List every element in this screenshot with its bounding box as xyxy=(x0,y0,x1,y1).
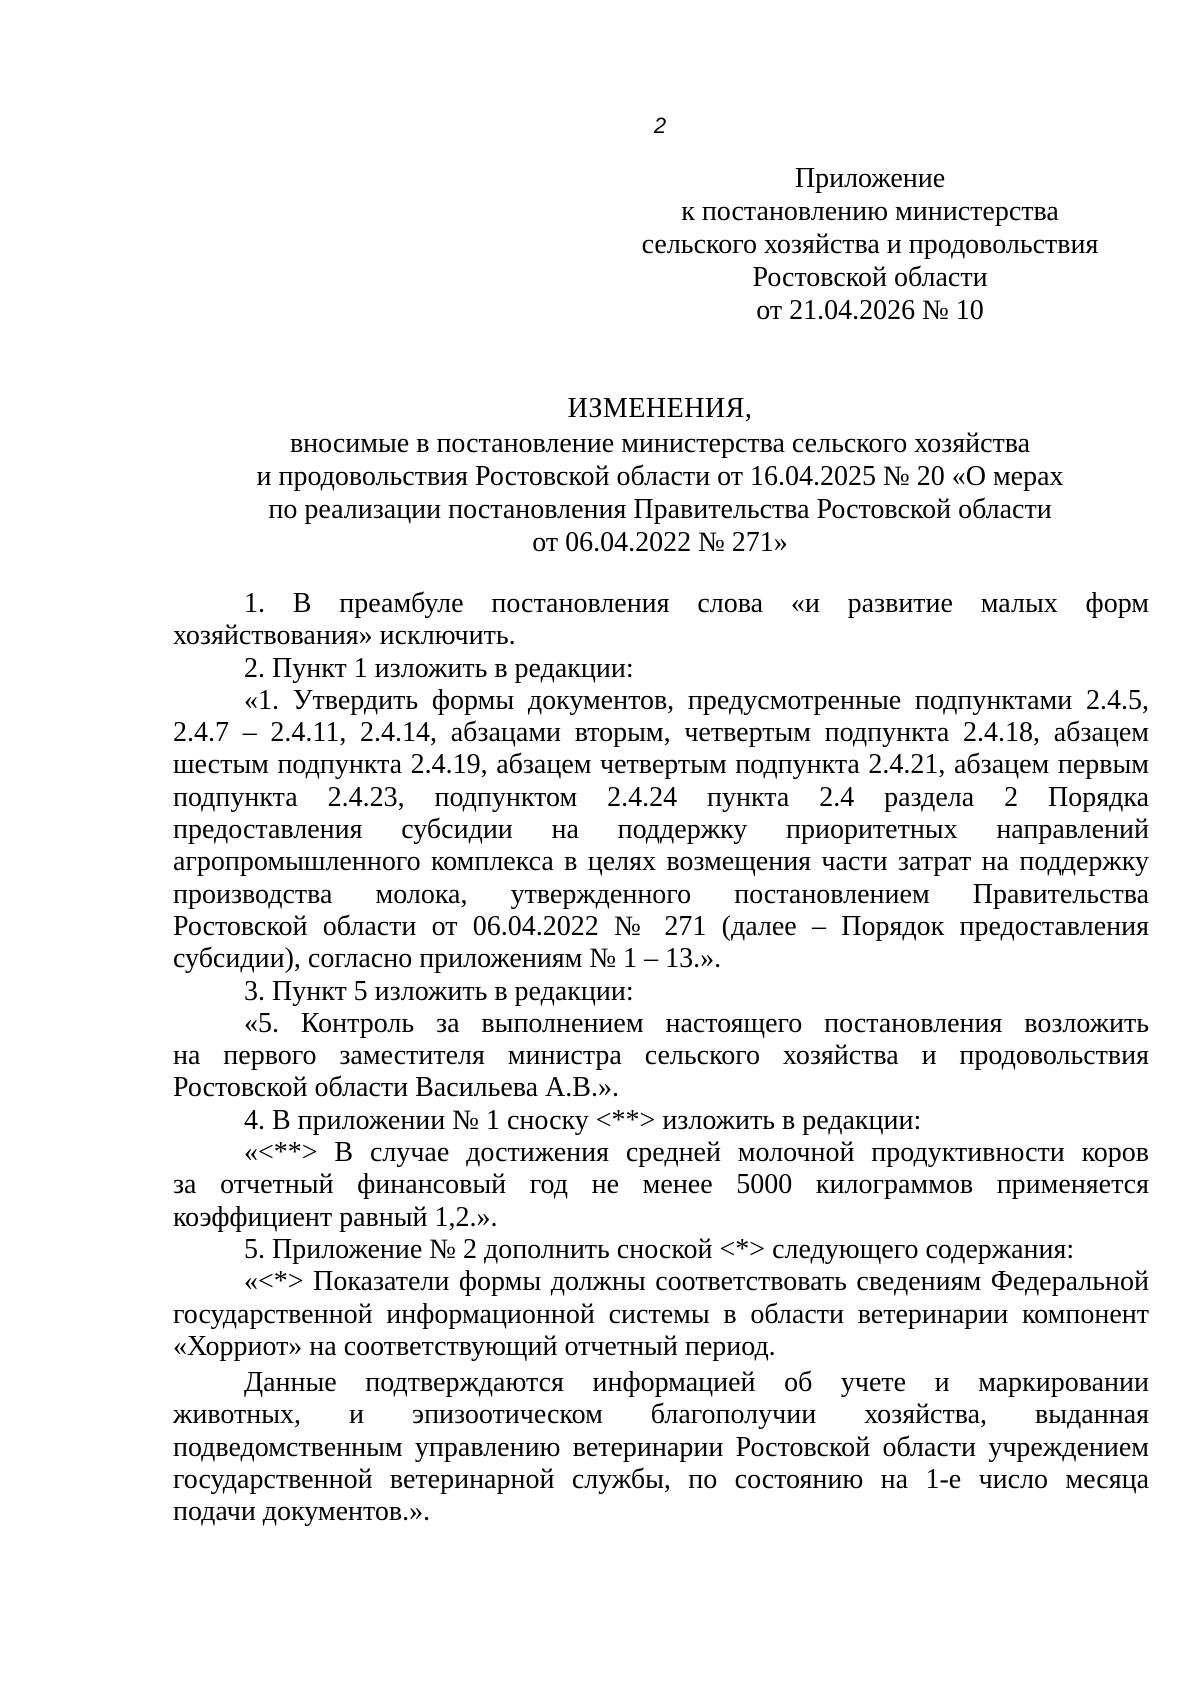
document-body xyxy=(173,588,1149,1529)
subtitle-line: от 06.04.2022 № 271» xyxy=(532,527,788,558)
body-line: «5. Контроль за выполнением настоящего постановления возложить xyxy=(244,1007,1149,1039)
subtitle-line: и продовольствия Ростовской области от 16.04.2025 № 20 «О мерах xyxy=(256,461,1064,492)
body-line: 5. Приложение № 2 дополнить сноской <*> следующего содержания: xyxy=(244,1233,1075,1265)
body-line: 3. Пункт 5 изложить в редакции: xyxy=(244,975,634,1007)
body-line: производства молока, утвержденного постановлением Правительства xyxy=(173,878,1149,910)
body-line: Ростовской области Васильева А.В.». xyxy=(173,1072,619,1104)
body-line: государственной информационной системы в области ветеринарии компонент xyxy=(173,1298,1149,1330)
body-line: «<*> Показатели формы должны соответствовать сведениям Федеральной xyxy=(244,1266,1149,1298)
body-line: Ростовской области от 06.04.2022 № 271 (далее – Порядок предоставления xyxy=(173,910,1149,942)
body-line: за отчетный финансовый год не менее 5000 килограммов применяется xyxy=(173,1169,1149,1201)
body-line: 1. В преамбуле постановления слова «и развитие малых форм xyxy=(244,588,1149,619)
body-line: 4. В приложении № 1 сноску <**> изложить в редакции: xyxy=(244,1104,922,1136)
subtitle-line: вносимые в постановление министерства сельского хозяйства xyxy=(289,428,1031,459)
appendix-line: сельского хозяйства и продовольствия xyxy=(641,229,1099,260)
body-line: подачи документов.». xyxy=(173,1496,431,1528)
body-line: на первого заместителя министра сельского хозяйства и продовольствия xyxy=(173,1040,1149,1072)
page-number: 2 xyxy=(653,113,667,138)
body-line: 2.4.7 – 2.4.11, 2.4.14, абзацами вторым, четвертым подпункта 2.4.18, абзацем xyxy=(173,717,1149,749)
body-line: подпункта 2.4.23, подпунктом 2.4.24 пункта 2.4 раздела 2 Порядка xyxy=(173,781,1149,813)
appendix-header xyxy=(600,162,1140,327)
body-line: животных, и эпизоотическом благополучии хозяйства, выданная xyxy=(173,1399,1149,1431)
body-line: шестым подпункта 2.4.19, абзацем четвертым подпункта 2.4.21, абзацем первым xyxy=(173,749,1149,781)
body-line: Данные подтверждаются информацией об учете и маркировании xyxy=(244,1367,1149,1399)
subtitle-line: по реализации постановления Правительства Ростовской области xyxy=(268,494,1052,525)
appendix-line: Приложение xyxy=(794,163,946,194)
body-line: «<**> В случае достижения средней молочной продуктивности коров xyxy=(244,1137,1149,1169)
document-title: ИЗМЕНЕНИЯ, xyxy=(567,393,753,424)
body-line: субсидии), согласно приложениям № 1 – 13.». xyxy=(173,943,722,975)
body-line: 2. Пункт 1 изложить в редакции: xyxy=(244,652,634,684)
appendix-line: от 21.04.2026 № 10 xyxy=(756,295,984,326)
appendix-line: Ростовской области xyxy=(752,262,988,293)
document-subtitle xyxy=(170,427,1150,559)
body-line: предоставления субсидии на поддержку приоритетных направлений xyxy=(173,814,1149,846)
body-line: коэффициент равный 1,2.». xyxy=(173,1201,498,1233)
body-line: «Хорриот» на соответствующий отчетный период. xyxy=(173,1330,776,1362)
body-line: государственной ветеринарной службы, по состоянию на 1-е число месяца xyxy=(173,1464,1149,1496)
body-line: «1. Утвердить формы документов, предусмотренные подпунктами 2.4.5, xyxy=(244,684,1149,716)
body-line: подведомственным управлению ветеринарии Ростовской области учреждением xyxy=(173,1431,1149,1463)
body-line: агропромышленного комплекса в целях возмещения части затрат на поддержку xyxy=(173,846,1149,878)
appendix-line: к постановлению министерства xyxy=(681,196,1059,227)
body-line: хозяйствования» исключить. xyxy=(173,620,516,652)
